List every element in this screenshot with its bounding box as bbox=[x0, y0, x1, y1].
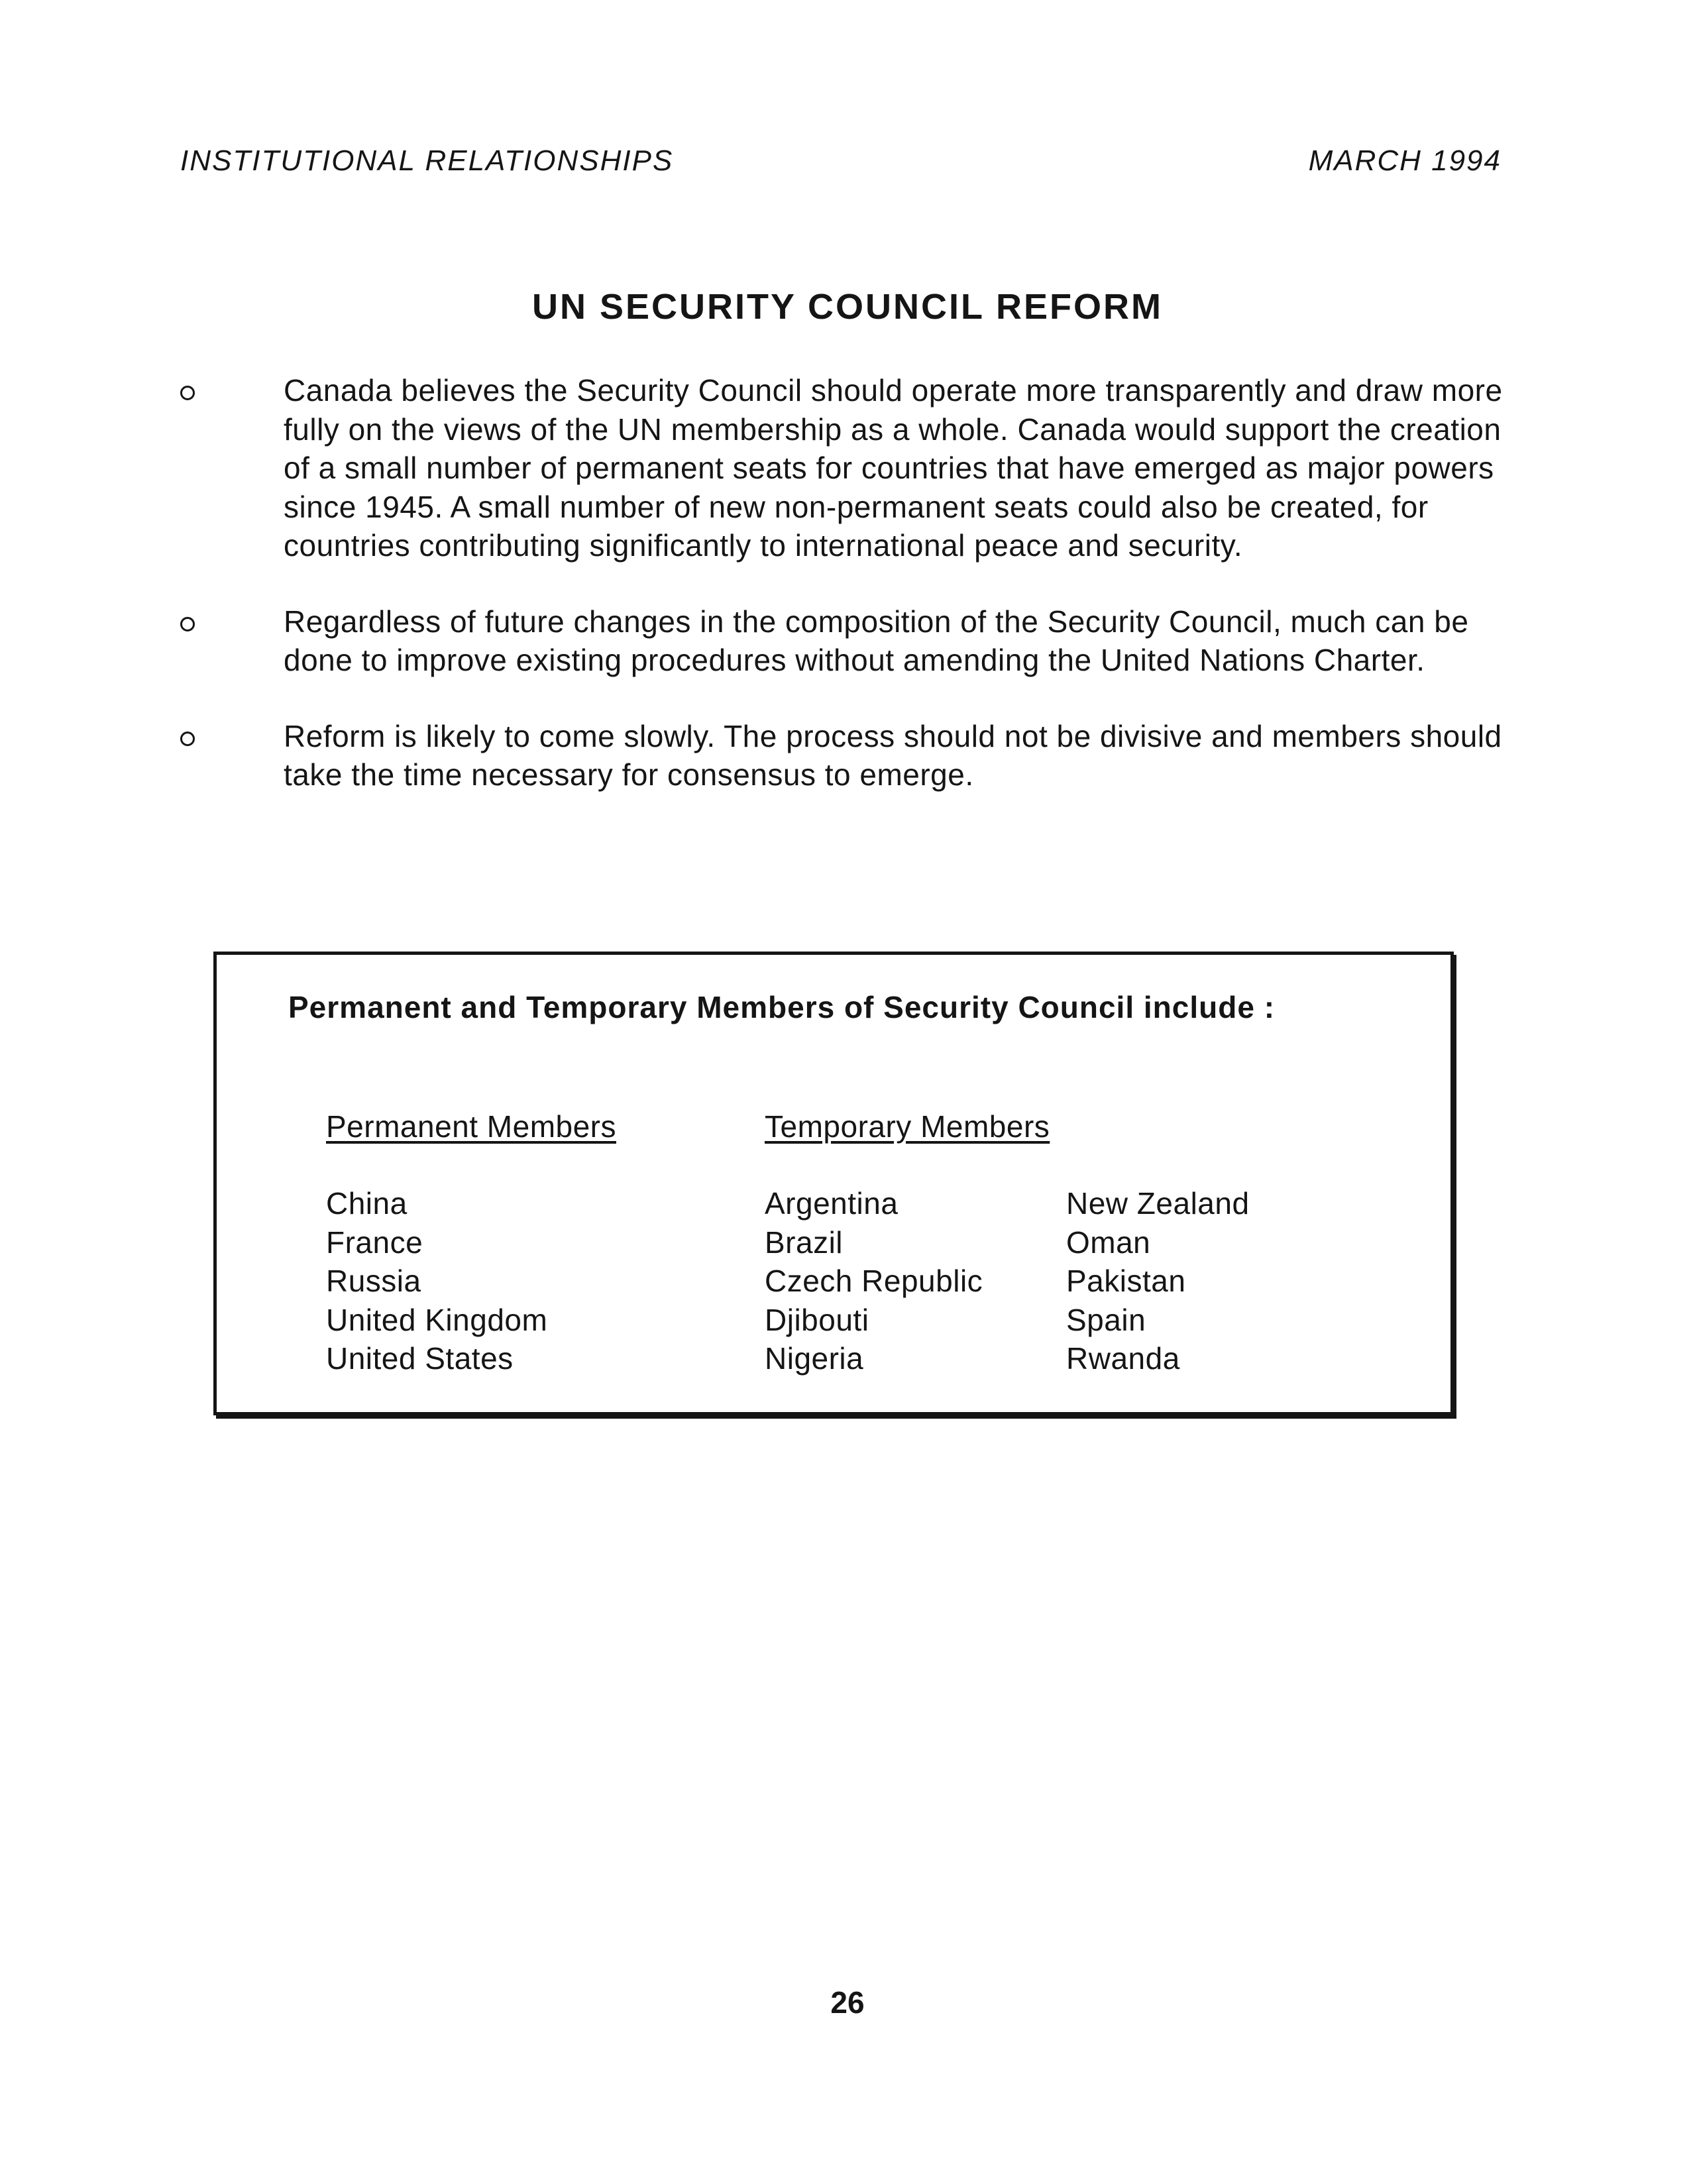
member-name: Czech Republic bbox=[765, 1264, 983, 1298]
members-box bbox=[213, 952, 1454, 1415]
member-name: New Zealand bbox=[1066, 1186, 1250, 1221]
page-title: UN SECURITY COUNCIL REFORM bbox=[531, 287, 1164, 327]
bullet-item bbox=[179, 371, 1511, 565]
member-name: Nigeria bbox=[765, 1341, 864, 1376]
circle-bullet-icon bbox=[180, 732, 195, 746]
running-header-left: INSTITUTIONAL RELATIONSHIPS bbox=[180, 144, 674, 177]
bullet-item bbox=[179, 717, 1511, 794]
page-number: 26 bbox=[830, 1985, 865, 2020]
permanent-members-heading: Permanent Members bbox=[326, 1109, 616, 1144]
circle-bullet-icon bbox=[180, 617, 195, 631]
bullet-text: Canada believes the Security Council should operate more transparently and draw more fully on the views of the UN membership as a whole. Canada would support the creation of a small number of permanent seats for countries that have emerged as major powers since 1945. A small number of new non-permanent seats could also be created, for countries contributing significantly to international peace and security. bbox=[284, 373, 1503, 563]
member-name: Russia bbox=[326, 1264, 421, 1298]
member-name: France bbox=[326, 1225, 423, 1260]
member-name: Djibouti bbox=[765, 1302, 869, 1337]
bullet-text: Regardless of future changes in the composition of the Security Council, much can be done to improve existing procedures without amending the United Nations Charter. bbox=[284, 604, 1469, 677]
bullet-text: Reform is likely to come slowly. The process should not be divisive and members should take the time necessary for consensus to emerge. bbox=[284, 718, 1502, 792]
temporary-members-column-2 bbox=[1066, 1184, 1250, 1378]
member-name: Spain bbox=[1066, 1302, 1146, 1337]
member-name: United States bbox=[326, 1341, 514, 1376]
member-name: China bbox=[326, 1186, 408, 1221]
temporary-members-list-2 bbox=[1066, 1184, 1250, 1378]
member-name: Argentina bbox=[765, 1186, 899, 1221]
permanent-members-column bbox=[326, 1109, 616, 1378]
bullet-item bbox=[179, 602, 1511, 680]
member-name: Rwanda bbox=[1066, 1341, 1180, 1376]
temporary-members-heading: Temporary Members bbox=[765, 1109, 1050, 1144]
bullet-list bbox=[179, 371, 1511, 832]
permanent-members-list bbox=[326, 1184, 616, 1378]
members-box-title: Permanent and Temporary Members of Security Council include : bbox=[288, 990, 1276, 1024]
member-name: Oman bbox=[1066, 1225, 1151, 1260]
member-name: United Kingdom bbox=[326, 1302, 548, 1337]
running-header-date: MARCH 1994 bbox=[1308, 144, 1502, 177]
temporary-members-list-1 bbox=[765, 1184, 1050, 1378]
circle-bullet-icon bbox=[180, 386, 195, 400]
member-name: Pakistan bbox=[1066, 1264, 1186, 1298]
member-name: Brazil bbox=[765, 1225, 844, 1260]
temporary-members-column bbox=[765, 1109, 1050, 1378]
